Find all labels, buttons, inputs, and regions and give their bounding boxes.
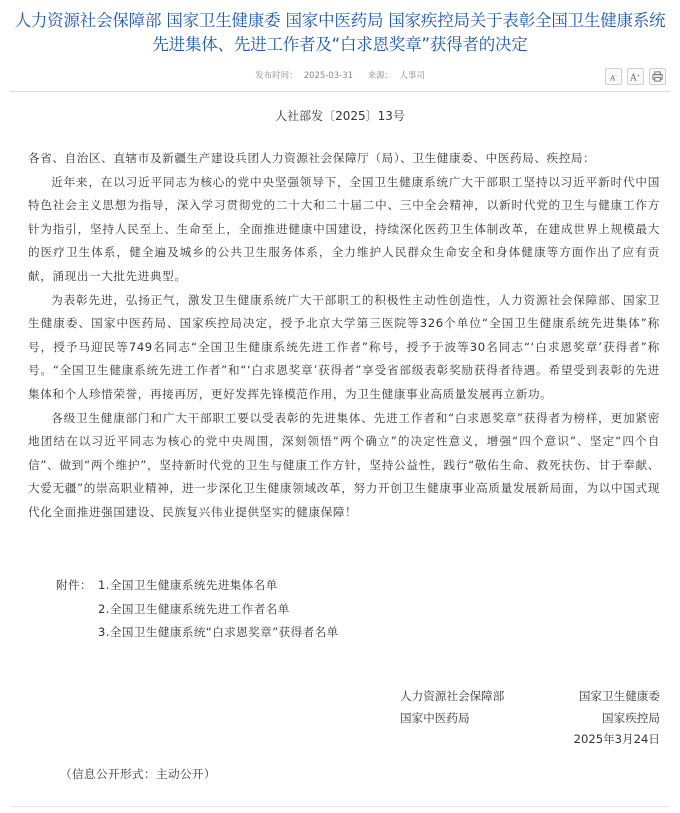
signatory-1: 人力资源社会保障部 [400,689,505,703]
attachment-link-2[interactable]: 2.全国卫生健康系统先进工作者名单 [98,601,290,616]
toolbar [605,68,666,85]
font-larger-icon: A [630,73,637,84]
signatory-3: 国家中医药局 [400,710,470,725]
font-smaller-button[interactable]: A- [605,68,622,85]
source-info [365,71,428,81]
signature-date: 2025年3月24日 [573,732,660,746]
disclosure-note: （信息公开形式：主动公开） [60,767,216,781]
footer-divider [10,806,670,807]
print-button[interactable] [649,68,666,85]
attachment-row-1 [56,574,339,598]
salutation: 各省、自治区、直辖市及新疆生产建设兵团人力资源社会保障厅（局）、卫生健康委、中医药局、疾控局： [28,151,596,165]
signature-row-2 [400,708,660,730]
attachments-label: 附件： [56,578,92,592]
signature-block [400,686,660,751]
article-title [10,9,670,57]
printer-icon [652,71,663,82]
signatory-2: 国家卫生健康委 [578,689,660,703]
header-divider [10,91,670,92]
font-smaller-icon: A [610,74,616,83]
source-label: 来源： [367,71,394,81]
signatory-4: 国家疾控局 [602,710,660,725]
paragraph-2: 为表彰先进，弘扬正气，激发卫生健康系统广大干部职工的积极性主动性创造性，人力资源社会保障部、国家卫生健康委、国家中医药局、国家疾控局决定，授予北京大学第三医院等326个单位“全国卫生健康系统先进集体”称号，授予马迎民等749名同志“全国卫生健康系统先进工作者”称号，授予于波等30名同志“‘白求恩奖章’获得者”称号。“全国卫生健康系统先进工作者”和“‘白求恩奖章’获得者”享受省部级表彰奖励获得者待遇。希望受到表彰的先进集体和个人珍惜荣誉，再接再厉，更好发挥先锋模范作用，为卫生健康事业高质量发展再立新功。 [28,292,660,401]
document-number: 人社部发〔2025〕13号 [275,109,405,123]
publish-date: 2025-03-31 [303,71,354,81]
attachment-link-3[interactable]: 3.全国卫生健康系统“白求恩奖章”获得者名单 [98,625,339,639]
source-name: 人事司 [399,71,425,81]
attachment-link-1[interactable]: 1.全国卫生健康系统先进集体名单 [98,578,278,592]
paragraph-3: 各级卫生健康部门和广大干部职工要以受表彰的先进集体、先进工作者和“白求恩奖章”获得者为榜样，更加紧密地团结在以习近平同志为核心的党中央周围，深刻领悟“两个确立”的决定性意义，增强“四个意识”、坚定“四个自信”、做到“两个维护”，坚持新时代党的卫生与健康工作方针，坚持公益性，践行“敬佑生命、救死扶伤、甘于奉献、大爱无疆”的崇高职业精神，进一步深化卫生健康领域改革，努力开创卫生健康事业高质量发展新局面，为以中国式现代化全面推进强国建设、民族复兴伟业提供坚实的健康保障！ [28,410,660,519]
article-body [28,147,660,525]
attachment-row-2 [56,598,339,622]
article-meta [0,69,680,81]
title-line-2: 先进集体、先进工作者及“白求恩奖章”获得者的决定 [152,35,528,54]
signature-row-1 [400,686,660,708]
title-line-1: 人力资源社会保障部 国家卫生健康委 国家中医药局 国家疾控局关于表彰全国卫生健康系统 [14,11,666,30]
paragraph-1: 近年来，在以习近平同志为核心的党中央坚强领导下，全国卫生健康系统广大干部职工坚持以习近平新时代中国特色社会主义思想为指导，深入学习贯彻党的二十大和二十届二中、三中全会精神，以新时代党的卫生与健康工作方针为指引，坚持人民至上、生命至上，全面推进健康中国建设，持续深化医药卫生体制改革，在建成世界上规模最大的医疗卫生体系，健全遍及城乡的公共卫生服务体系，全力维护人民群众生命安全和身体健康等方面作出了应有贡献，涌现出一大批先进典型。 [28,174,660,283]
attachments [56,574,339,645]
publish-info [252,71,356,81]
publish-label: 发布时间： [255,71,298,81]
attachment-row-3 [56,621,339,645]
font-larger-button[interactable]: A+ [627,68,644,85]
